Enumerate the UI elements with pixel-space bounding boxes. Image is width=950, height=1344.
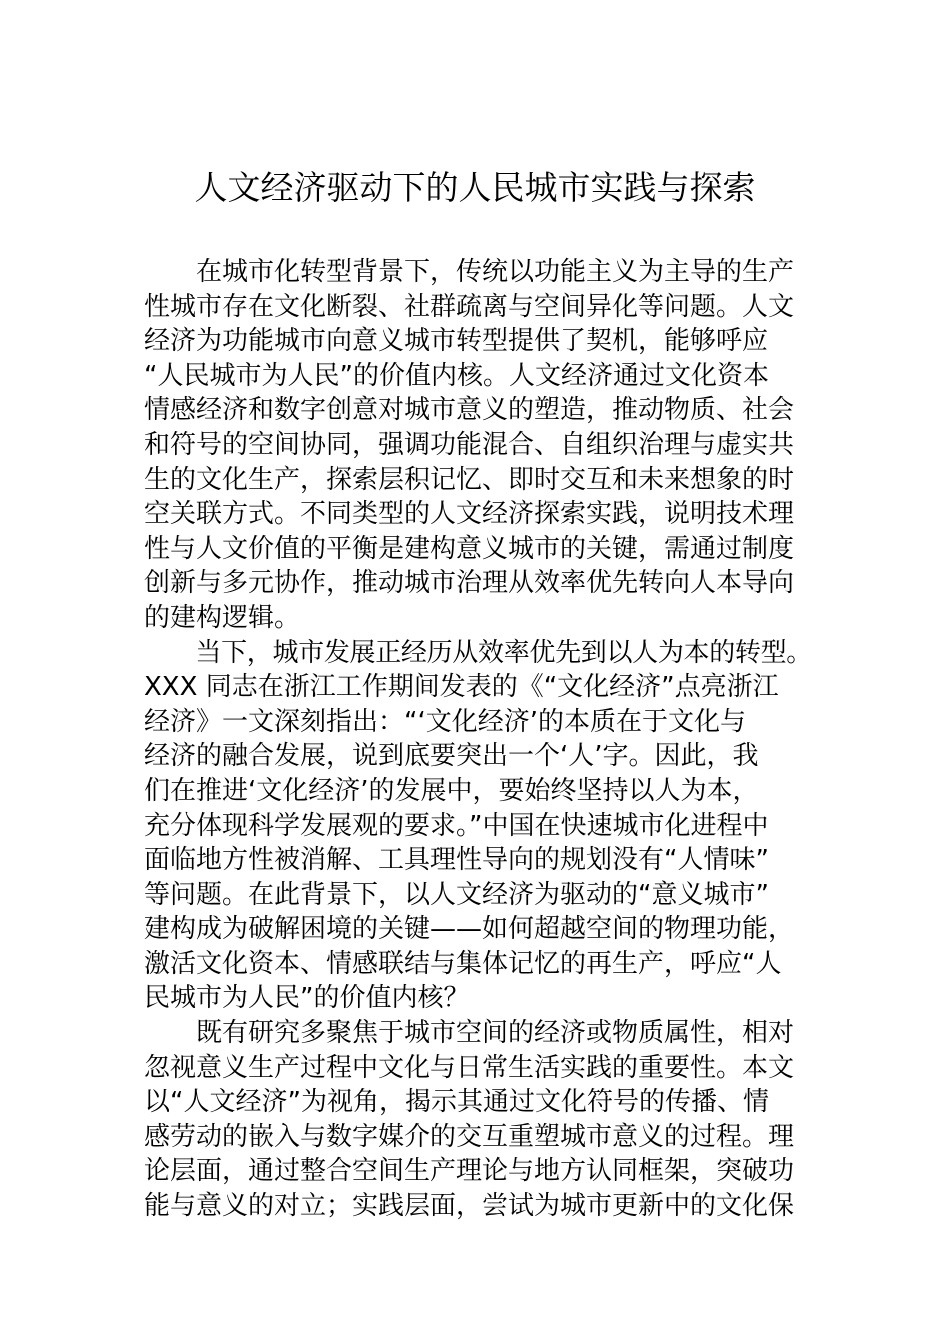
body-line: 论层面，通过整合空间生产理论与地方认同框架，突破功 xyxy=(144,1156,795,1187)
body-line: 既有研究多聚焦于城市空间的经济或物质属性，相对 xyxy=(144,1018,795,1049)
body-line: 的建构逻辑。 xyxy=(144,602,301,633)
body-line: XXX 同志在浙江工作期间发表的《“文化经济”点亮浙江 xyxy=(144,672,779,703)
body-line: 能与意义的对立；实践层面，尝试为城市更新中的文化保 xyxy=(144,1191,795,1222)
document-title: 人文经济驱动下的人民城市实践与探索 xyxy=(194,168,756,207)
body-line: 在城市化转型背景下，传统以功能主义为主导的生产 xyxy=(144,257,795,287)
body-line: “人民城市为人民”的价值内核。人文经济通过文化资本 xyxy=(144,360,769,391)
body-line: 创新与多元协作，推动城市治理从效率优先转向人本导向 xyxy=(144,568,795,599)
body-line: 和符号的空间协同，强调功能混合、自组织治理与虚实共 xyxy=(144,429,795,460)
body-line: 民城市为人民”的价值内核？ xyxy=(144,983,470,1014)
body-line: 情感经济和数字创意对城市意义的塑造，推动物质、社会 xyxy=(144,395,795,426)
body-line: 建构成为破解困境的关键——如何超越空间的物理功能， xyxy=(144,914,795,945)
body-line: 空关联方式。不同类型的人文经济探索实践，说明技术理 xyxy=(144,499,795,530)
body-line: 忽视意义生产过程中文化与日常生活实践的重要性。本文 xyxy=(144,1052,795,1083)
document-body xyxy=(144,255,812,1224)
body-line: 感劳动的嵌入与数字媒介的交互重塑城市意义的过程。理 xyxy=(144,1121,795,1152)
body-line: 当下，城市发展正经历从效率优先到以人为本的转型。 xyxy=(144,637,813,668)
body-line: 激活文化资本、情感联结与集体记忆的再生产，呼应“人 xyxy=(144,948,782,979)
body-line: 经济为功能城市向意义城市转型提供了契机，能够呼应 xyxy=(144,326,769,357)
body-line: 们在推进‘文化经济’的发展中，要始终坚持以人为本， xyxy=(144,775,759,806)
body-line: 经济的融合发展，说到底要突出一个‘人’字。因此，我 xyxy=(144,741,759,772)
body-line: 等问题。在此背景下，以人文经济为驱动的“意义城市” xyxy=(144,879,769,910)
body-line: 性城市存在文化断裂、社群疏离与空间异化等问题。人文 xyxy=(144,291,795,322)
body-line: 生的文化生产，探索层积记忆、即时交互和未来想象的时 xyxy=(144,464,795,495)
body-line: 经济》一文深刻指出：“‘文化经济’的本质在于文化与 xyxy=(144,706,746,737)
body-line: 充分体现科学发展观的要求。”中国在快速城市化进程中 xyxy=(144,810,769,841)
body-line: 以“人文经济”为视角，揭示其通过文化符号的传播、情 xyxy=(144,1087,769,1118)
body-line: 性与人文价值的平衡是建构意义城市的关键，需通过制度 xyxy=(144,533,795,564)
body-line: 面临地方性被消解、工具理性导向的规划没有“人情味” xyxy=(144,845,769,876)
